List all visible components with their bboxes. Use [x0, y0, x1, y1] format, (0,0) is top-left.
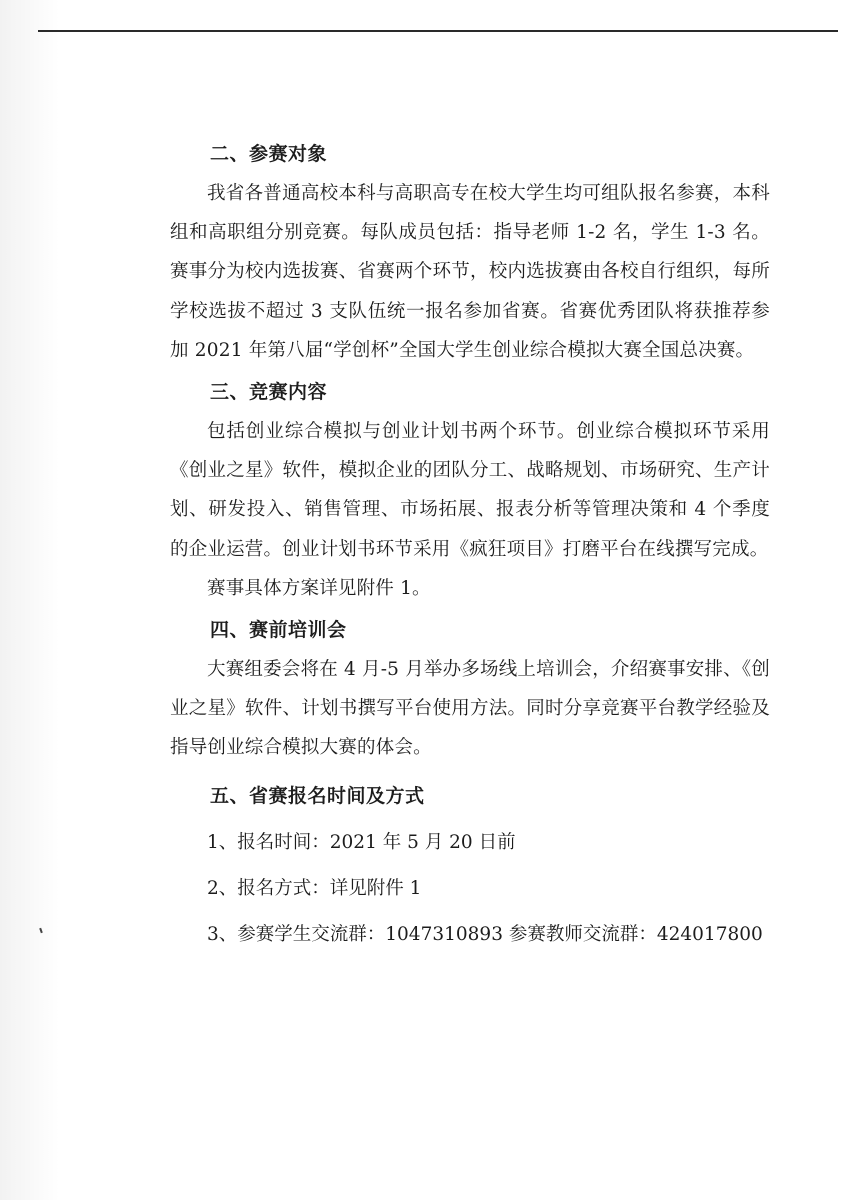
- document-page: [170, 125, 770, 955]
- registration-item-groups: 3、参赛学生交流群：1047310893 参赛教师交流群：424017800: [207, 923, 763, 945]
- section-heading-participants: 二、参赛对象: [210, 143, 328, 165]
- scan-top-edge-line: [38, 30, 838, 32]
- section-heading-competition-content: 三、竞赛内容: [210, 381, 328, 404]
- section-note-attachment: 赛事具体方案详见附件 1。: [207, 577, 431, 599]
- scan-edge-shadow: [0, 0, 60, 1200]
- section-heading-registration: 五、省赛报名时间及方式: [210, 784, 425, 807]
- registration-item-time: 1、报名时间：2021 年 5 月 20 日前: [207, 831, 516, 853]
- section-paragraph-training: 大赛组委会将在 4 月-5 月举办多场线上培训会，介绍赛事安排、《创业之星》软件、计划书撰写平台使用方法。同时分享竞赛平台教学经验及指导创业综合模拟大赛的体会。: [170, 659, 770, 759]
- registration-item-method: 2、报名方式：详见附件 1: [207, 877, 422, 899]
- section-paragraph-competition-content: 包括创业综合模拟与创业计划书两个环节。创业综合模拟环节采用《创业之星》软件，模拟企业的团队分工、战略规划、市场研究、生产计划、研发投入、销售管理、市场拓展、报表分析等管理决策和 4 个季度的企业运营。创业计划书环节采用《疯狂项目》打磨平台在线撰写完成。: [170, 421, 770, 560]
- section-heading-training: 四、赛前培训会: [210, 619, 347, 642]
- section-paragraph-participants: 我省各普通高校本科与高职高专在校大学生均可组队报名参赛，本科组和高职组分别竞赛。每队成员包括：指导老师 1-2 名，学生 1-3 名。赛事分为校内选拔赛、省赛两个环节，校内选拔赛由各校自行组织，每所学校选拔不超过 3 支队伍统一报名参加省赛。省赛优秀团队将获推荐参加 2021 年第八届“学创杯”全国大学生创业综合模拟大赛全国总决赛。: [170, 183, 770, 361]
